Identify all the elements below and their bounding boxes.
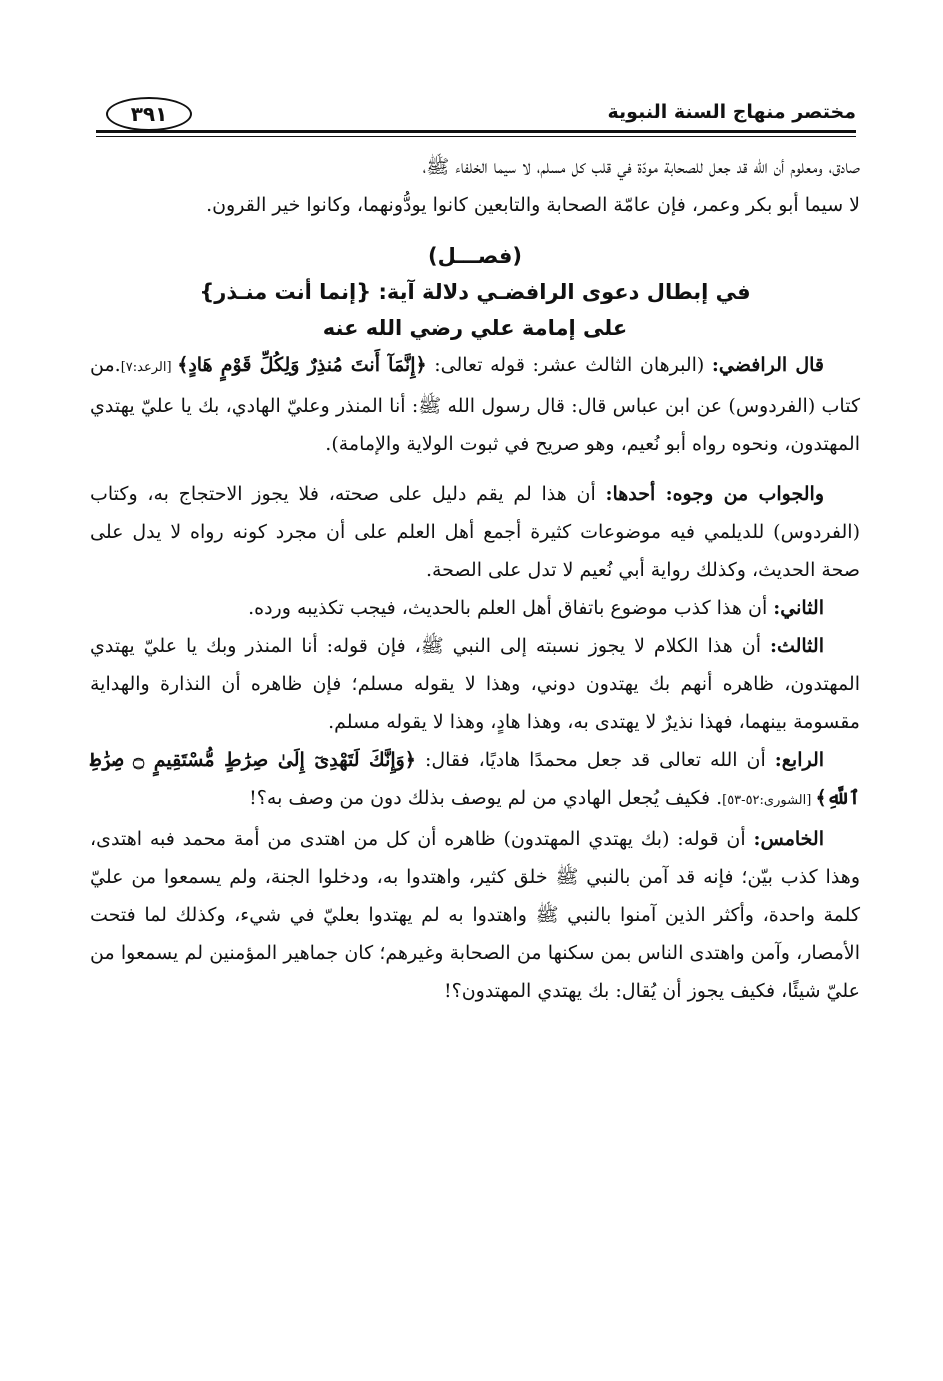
fifth-text: أن قوله: (بك يهتدي المهتدون) ظاهره أن كل من اهتدى من أمة محمد فبه اهتدى، وهذا كذب بيّن؛ فإنه قد آمن بالنبي ﷺ خلق كثير، واهتدوا به، ودخلوا الجنة، ولم يسمعوا من عليّ كلمة واحدة، وأكثر الذين آمنوا بالنبي ﷺ واهتدوا به لم يهتدوا بعليّ في شيء، وكذلك لما فتحت الأمصار، وآمن واهتدى الناس بمن سكنها من الصحابة وغيرهم؛ كان جماهير المؤمنين لم يسمعوا من عليّ شيئًا، فكيف يجوز أن يُقال: بك يهتدي المهتدون؟!	[90, 828, 860, 1002]
main-text	[90, 148, 860, 1010]
book-title: مختصر منهاج السنة النبوية	[607, 101, 856, 123]
answer-paragraph	[90, 475, 860, 589]
fourth-verse-ref: [الشورى:٥٢-٥٣]	[722, 793, 816, 808]
third-paragraph	[90, 627, 860, 741]
section-heading	[90, 238, 860, 346]
fourth-text-2: . فكيف يُجعل الهادي من لم يوصف بذلك دون من وصف به؟!	[249, 787, 723, 809]
answer-lead: والجواب من وجوه: أحدها:	[605, 483, 824, 505]
third-lead: الثالث:	[769, 635, 824, 657]
section-title-line-1: في إبطال دعوى الرافضـي دلالة آية: {إنما أنت منـذر}	[199, 280, 751, 304]
intro-line-1: صادق، ومعلوم أن الله قد جعل للصحابة مودّة في قلب كل مسلم، لا سيما الخلفاء ﷺ،	[422, 156, 860, 178]
claim-text-2: .من كتاب (الفردوس) عن ابن عباس قال: قال رسول الله ﷺ: أنا المنذر وعليّ الهادي، بك يا عليّ يهتدي المهتدون، ونحوه رواه أبو نُعيم، وهو صريح في ثبوت الولاية والإمامة).	[90, 354, 860, 455]
fourth-text-1: أن الله تعالى قد جعل محمدًا هاديًا، فقال:	[415, 749, 775, 771]
fasl-heading: (فصـــل)	[428, 244, 522, 268]
fourth-lead: الرابع:	[774, 749, 825, 771]
second-text: أن هذا كذب موضوع باتفاق أهل العلم بالحديث، فيجب تكذيبه ورده.	[248, 597, 774, 619]
fifth-paragraph	[90, 820, 860, 1010]
claim-paragraph	[90, 346, 860, 463]
answer-text: أن هذا لم يقم دليل على صحته، فلا يجوز الاحتجاج به، وكتاب (الفردوس) للديلمي فيه موضوعات كثيرة أجمع أهل العلم على أن مجرد كونه رواه لا يدل على صحة الحديث، وكذلك رواية أبي نُعيم لا تدل على الصحة.	[90, 483, 860, 581]
header-rule	[96, 130, 856, 133]
fifth-lead: الخامس:	[753, 828, 824, 850]
fourth-verse: ﴿وَإِنَّكَ لَتَهْدِىٓ إِلَىٰ صِرَٰطٍ مُّسْتَقِيمٍ ۝ صِرَٰطِ ٱللَّهِ﴾	[90, 749, 860, 809]
second-lead: الثاني:	[773, 597, 824, 619]
page-header	[96, 95, 856, 135]
claim-lead: قال الرافضي:	[711, 354, 824, 376]
fourth-paragraph	[90, 741, 860, 820]
section-title-line-2: على إمامة علي رضي الله عنه	[322, 316, 628, 340]
claim-verse-ref: [الرعد:٧]	[120, 360, 178, 375]
header-rule-thin	[96, 136, 856, 137]
page-number: ٣٩١	[106, 97, 192, 131]
intro-line-2: لا سيما أبو بكر وعمر، فإن عامّة الصحابة والتابعين كانوا يودُّونهما، وكانوا خير القرون.	[206, 194, 860, 216]
claim-verse: ﴿إِنَّمَآ أَنتَ مُنذِرٌ وَلِكُلِّ قَوْمٍ هَادٍ﴾	[177, 354, 427, 376]
second-paragraph	[90, 589, 860, 627]
third-text: أن هذا الكلام لا يجوز نسبته إلى النبي ﷺ، فإن قوله: أنا المنذر وبك يا عليّ يهتدي المهتدون، ظاهره أنهم بك يهتدون دوني، وهذا لا يقوله مسلم؛ فإن ظاهره أن النذارة والهداية مقسومة بينهما، فهذا نذيرٌ لا يهتدى به، وهذا هادٍ، وهذا لا يقوله مسلم.	[90, 635, 860, 733]
claim-text-1: (البرهان الثالث عشر: قوله تعالى:	[426, 354, 712, 376]
